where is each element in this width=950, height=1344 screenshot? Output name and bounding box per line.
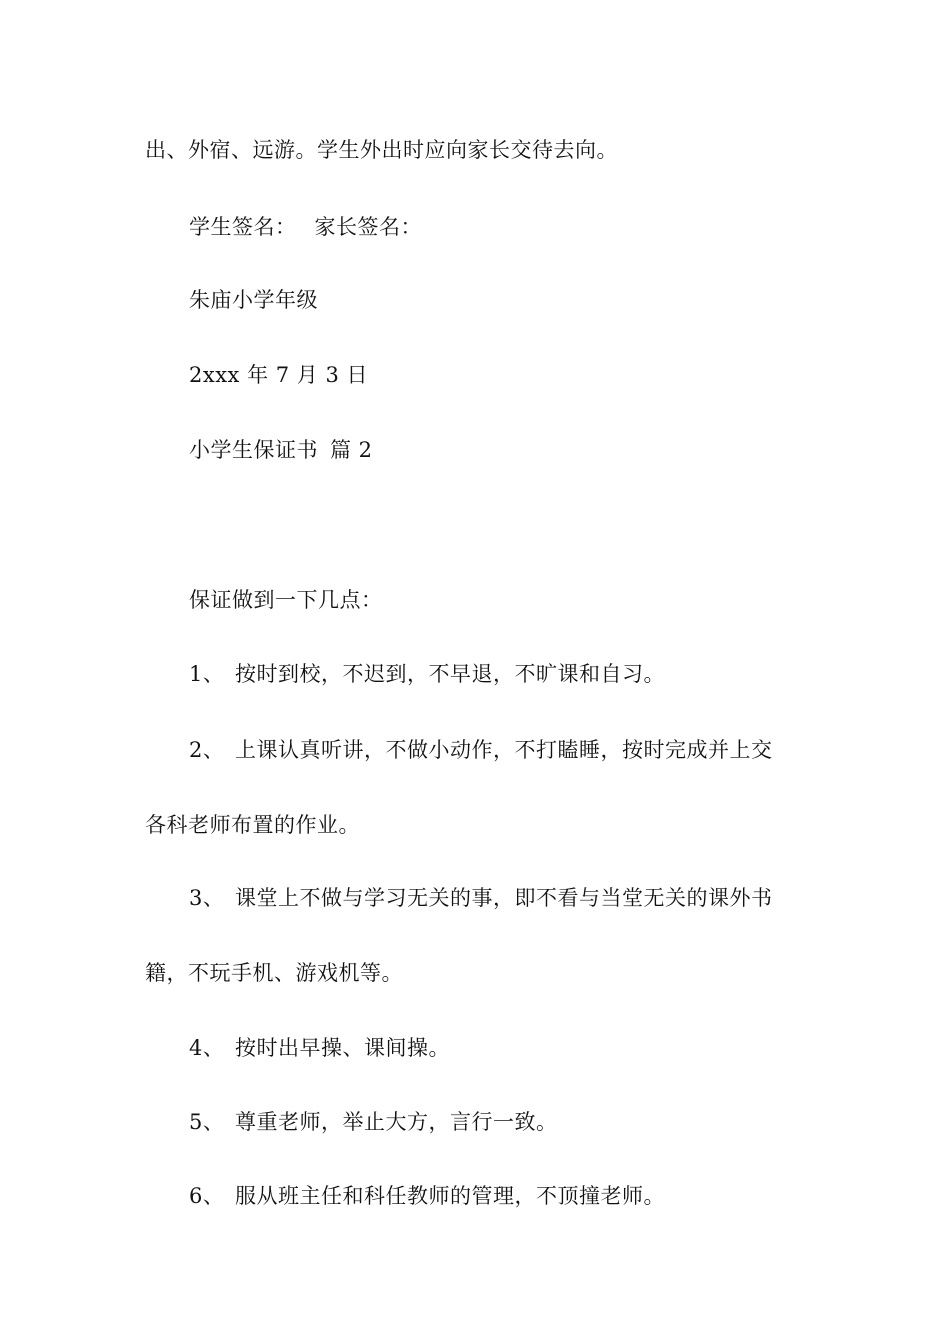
parent-signature-label: 家长签名： (314, 215, 422, 239)
item-text: 上课认真听讲，不做小动作，不打瞌睡，按时完成并上交 (235, 738, 773, 762)
school-name: 朱庙小学年级 (189, 288, 318, 312)
list-item-continuation: 籍，不玩手机、游戏机等。 (145, 961, 403, 985)
list-item (189, 660, 665, 688)
item-text: 按时到校，不迟到，不早退，不旷课和自习。 (235, 662, 665, 686)
section-heading (189, 436, 373, 464)
section-title: 小学生保证书 (189, 438, 318, 462)
list-item (189, 736, 773, 764)
item-number: 4、 (189, 1036, 225, 1060)
item-number: 6、 (189, 1184, 225, 1208)
item-number: 1、 (189, 662, 225, 686)
signature-line (189, 213, 422, 241)
item-number: 2、 (189, 738, 225, 762)
intro-line: 保证做到一下几点： (189, 588, 383, 612)
list-item (189, 1182, 665, 1210)
list-item (189, 884, 773, 912)
date-line: 2xxx 年 7 月 3 日 (189, 363, 368, 387)
list-item (189, 1108, 558, 1136)
student-signature-label: 学生签名： (189, 215, 297, 239)
list-item-continuation: 各科老师布置的作业。 (145, 813, 360, 837)
item-number: 3、 (189, 886, 225, 910)
item-text: 尊重老师，举止大方，言行一致。 (235, 1110, 558, 1134)
item-text: 服从班主任和科任教师的管理，不顶撞老师。 (235, 1184, 665, 1208)
item-text: 课堂上不做与学习无关的事，即不看与当堂无关的课外书 (235, 886, 773, 910)
list-item (189, 1034, 450, 1062)
item-text: 按时出早操、课间操。 (235, 1036, 450, 1060)
text-line-continuation: 出、外宿、远游。学生外出时应向家长交待去向。 (145, 138, 618, 162)
section-number: 篇 2 (330, 438, 373, 462)
item-number: 5、 (189, 1110, 225, 1134)
